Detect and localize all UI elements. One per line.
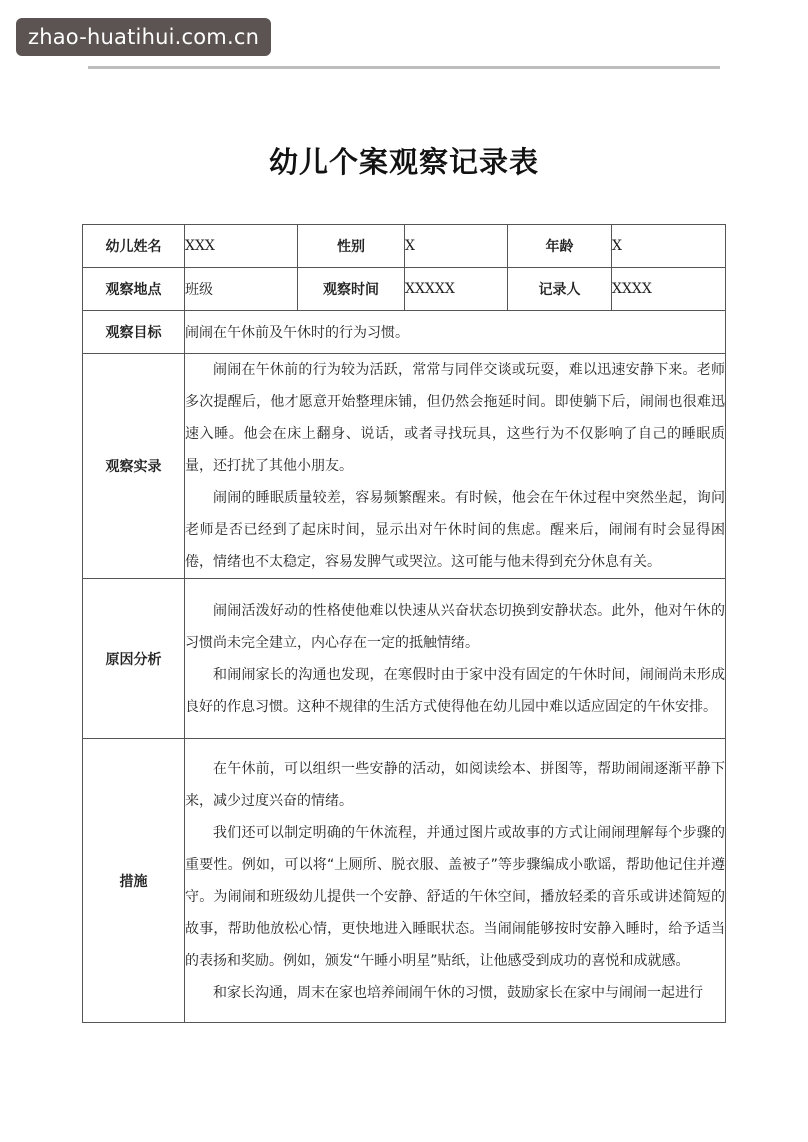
analysis-paragraph: 和闹闹家长的沟通也发现，在寒假时由于家中没有固定的午休时间，闹闹尚未形成良好的作息习惯。这种不规律的生活方式使得他在幼儿园中难以适应固定的午休安排。 bbox=[185, 666, 725, 715]
record-label: 观察实录 bbox=[83, 354, 185, 579]
age-value: X bbox=[612, 225, 726, 268]
measures-content bbox=[185, 739, 726, 1023]
name-value: XXX bbox=[185, 225, 298, 268]
gender-value: X bbox=[405, 225, 508, 268]
time-value: XXXXX bbox=[405, 268, 508, 311]
watermark: zhao-huatihui.com.cn bbox=[16, 18, 271, 56]
goal-label: 观察目标 bbox=[83, 311, 185, 354]
record-paragraph: 闹闹的睡眠质量较差，容易频繁醒来。有时候，他会在午休过程中突然坐起，询问老师是否已经到了起床时间，显示出对午休时间的焦虑。醒来后，闹闹有时会显得困倦，情绪也不太稳定，容易发脾气或哭泣。这可能与他未得到充分休息有关。 bbox=[185, 490, 725, 570]
name-label: 幼儿姓名 bbox=[83, 225, 185, 268]
recorder-label: 记录人 bbox=[508, 268, 612, 311]
table-row bbox=[83, 311, 726, 354]
table-row bbox=[83, 579, 726, 739]
measures-label: 措施 bbox=[83, 739, 185, 1023]
place-label: 观察地点 bbox=[83, 268, 185, 311]
record-paragraph: 闹闹在午休前的行为较为活跃，常常与同伴交谈或玩耍，难以迅速安静下来。老师多次提醒后，他才愿意开始整理床铺，但仍然会拖延时间。即使躺下后，闹闹也很难迅速入睡。他会在床上翻身、说话，或者寻找玩具，这些行为不仅影响了自己的睡眠质量，还打扰了其他小朋友。 bbox=[185, 362, 725, 474]
table-row bbox=[83, 268, 726, 311]
analysis-label: 原因分析 bbox=[83, 579, 185, 739]
time-label: 观察时间 bbox=[298, 268, 405, 311]
gender-label: 性别 bbox=[298, 225, 405, 268]
goal-text: 闹闹在午休前及午休时的行为习惯。 bbox=[185, 311, 726, 354]
observation-table bbox=[82, 224, 726, 1023]
record-content bbox=[185, 354, 726, 579]
age-label: 年龄 bbox=[508, 225, 612, 268]
header-rule bbox=[88, 66, 720, 69]
analysis-content bbox=[185, 579, 726, 739]
measures-paragraph: 和家长沟通，周末在家也培养闹闹午休的习惯，鼓励家长在家中与闹闹一起进行 bbox=[213, 984, 703, 1001]
table-row bbox=[83, 225, 726, 268]
table-row bbox=[83, 739, 726, 1023]
measures-paragraph: 我们还可以制定明确的午休流程，并通过图片或故事的方式让闹闹理解每个步骤的重要性。例如，可以将“上厕所、脱衣服、盖被子”等步骤编成小歌谣，帮助他记住并遵守。为闹闹和班级幼儿提供一个安静、舒适的午休空间，播放轻柔的音乐或讲述简短的故事，帮助他放松心情，更快地进入睡眠状态。当闹闹能够按时安静入睡时，给予适当的表扬和奖励。例如，颁发“午睡小明星”贴纸，让他感受到成功的喜悦和成就感。 bbox=[185, 824, 725, 969]
recorder-value: XXXX bbox=[612, 268, 726, 311]
page-title: 幼儿个案观察记录表 bbox=[268, 145, 539, 179]
analysis-paragraph: 闹闹活泼好动的性格使他难以快速从兴奋状态切换到安静状态。此外，他对午休的习惯尚未完全建立，内心存在一定的抵触情绪。 bbox=[185, 602, 725, 651]
place-value: 班级 bbox=[185, 268, 298, 311]
table-row bbox=[83, 354, 726, 579]
measures-paragraph: 在午休前，可以组织一些安静的活动，如阅读绘本、拼图等，帮助闹闹逐渐平静下来，减少过度兴奋的情绪。 bbox=[185, 760, 725, 809]
